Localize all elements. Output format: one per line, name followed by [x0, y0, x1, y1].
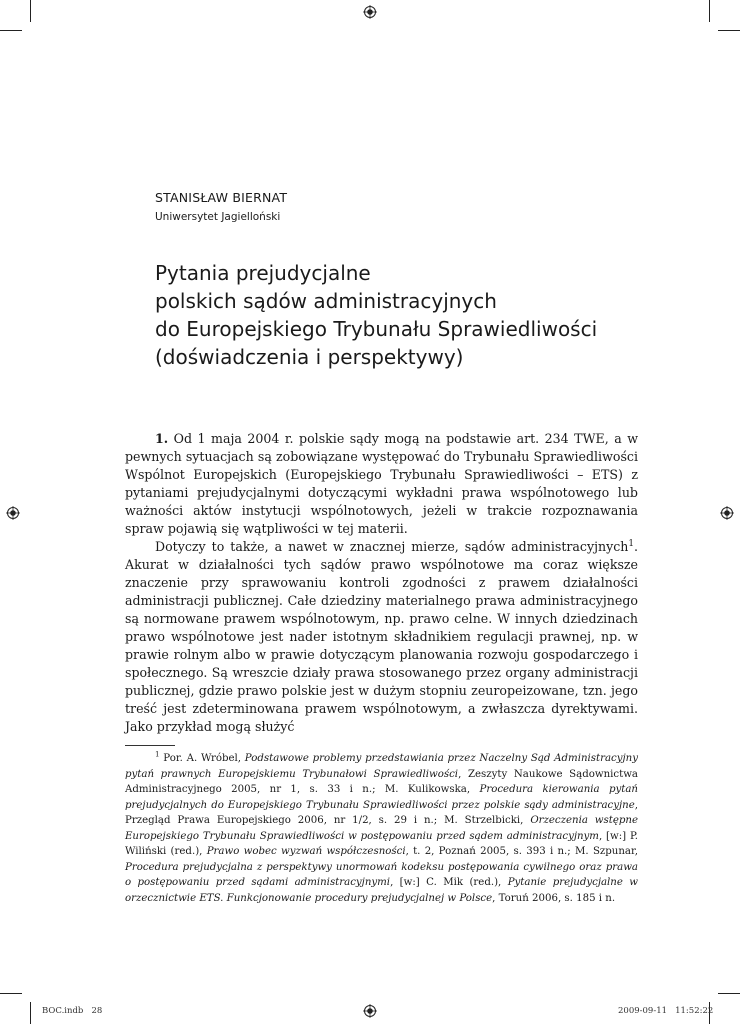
article-body — [125, 430, 638, 736]
registration-mark-bottom-icon — [363, 1004, 377, 1018]
footnote-citation-title: Procedura prejudycjalna z perspektywy unormowań kodeksu postępowania cywilnego oraz prawa o postępowaniu przed sądami administracyjnymi — [125, 861, 638, 888]
crop-mark-top-left-h — [0, 30, 22, 31]
crop-mark-bottom-left-h — [0, 993, 22, 994]
footnote — [125, 751, 638, 906]
footnote-citation-title: Orzeczenia wstępne Europejskiego Trybunału Sprawiedliwości w postępowaniu przed sądem administracyjnym — [125, 815, 638, 842]
footnote-segment: , t. 2, Poznań 2005, s. 393 i n.; M. Szpunar, — [405, 846, 638, 857]
footnote-text — [125, 751, 638, 906]
footnote-separator — [125, 745, 175, 746]
author-name: STANISŁAW BIERNAT — [155, 190, 288, 205]
registration-mark-right-icon — [720, 506, 734, 520]
footnote-citation-title: Pytanie prejudycjalne w orzecznictwie ETS. Funkcjonowanie procedury prejudycjalnej w Polsce — [125, 877, 638, 904]
footnote-citation-title: Procedura kierowania pytań prejudycjalnych do Europejskiego Trybunału Sprawiedliwości przez polskie sądy administracyjne — [125, 784, 638, 811]
author-affiliation: Uniwersytet Jagielloński — [155, 211, 281, 223]
footnote-segment: , Zeszyty Naukowe Sądownictwa Administracyjnego 2005, nr 1, s. 33 i n.; M. Kulikowska, — [125, 768, 638, 795]
registration-mark-left-icon — [6, 506, 20, 520]
crop-mark-bottom-left-v — [30, 1002, 31, 1024]
section-number: 1. — [155, 431, 169, 446]
footnote-segment: , Przegląd Prawa Europejskiego 2006, nr 1/2, s. 29 i n.; M. Strzelbicki, — [125, 799, 638, 826]
footnote-segment: , Toruń 2006, s. 185 i n. — [492, 892, 616, 904]
footnote-segment: Por. A. Wróbel, — [159, 753, 245, 764]
paragraph-text: Dotyczy to także, a nawet w znacznej mierze, sądów administracyjnych — [155, 539, 629, 554]
crop-mark-top-right-h — [718, 30, 740, 31]
article-title — [155, 259, 675, 371]
paragraph-text: . Akurat w działalności tych sądów prawo wspólnotowe ma coraz większe znaczenie przy sprawowaniu kontroli zgodności z prawem działalności administracji publicznej. Całe dziedziny materialnego prawa administracyjnego są normowane prawem wspólnotowym, np. prawo celne. W innych dziedzinach prawo wspólnotowe jest nader istotnym składnikiem regulacji prawnej, np. w prawie rolnym albo w prawie dotyczącym planowania rozwoju gospodarczego i społecznego. Są wreszcie działy prawa stosowanego przez organy administracji publicznej, gdzie prawo polskie jest w dużym stopniu zeuropeizowane, tzn. jego treść jest zdeterminowana prawem wspólnotowym, a zwłaszcza dyrektywami. Jako przykład mogą służyć — [125, 539, 638, 734]
crop-mark-top-right-v — [709, 0, 710, 22]
crop-mark-top-left-v — [30, 0, 31, 22]
title-line: do Europejskiego Trybunału Sprawiedliwości — [155, 317, 598, 341]
footnote-number: 1 — [155, 749, 160, 759]
registration-mark-top-icon — [363, 5, 377, 19]
footnote-segment: , [w:] P. Wiliński (red.), — [125, 830, 638, 857]
title-line: Pytania prejudycjalne — [155, 261, 371, 285]
footnote-citation-title: Podstawowe problemy przedstawiania przez Naczelny Sąd Administracyjny pytań prawnych Europejskiemu Trybunałowi Sprawiedliwości — [125, 753, 638, 780]
paragraph-text: Od 1 maja 2004 r. polskie sądy mogą na podstawie art. 234 TWE, a w pewnych sytuacjach są zobowiązane występować do Trybunału Sprawiedliwości Wspólnot Europejskich (Europejskiego Trybunału Sprawiedliwości – ETS) z pytaniami prejudycjalnymi dotyczącymi wykładni prawa wspólnotowego lub ważności aktów instytucji wspólnotowych, jeżeli w trakcie rozpoznawania spraw pojawią się wątpliwości w tej materii. — [125, 431, 638, 536]
slug-datetime: 2009-09-11 11:52:22 — [618, 1006, 714, 1016]
footnote-reference[interactable]: 1 — [628, 538, 634, 549]
paragraph-2 — [125, 538, 638, 736]
footnote-segment: , [w:] C. Mik (red.), — [390, 877, 508, 888]
footnote-citation-title: Prawo wobec wyzwań współczesności — [206, 846, 406, 857]
crop-mark-bottom-right-h — [718, 993, 740, 994]
paragraph-1 — [125, 430, 638, 538]
title-line: (doświadczenia i perspektywy) — [155, 345, 464, 369]
slug-file-info: BOC.indb 28 — [42, 1006, 103, 1016]
title-line: polskich sądów administracyjnych — [155, 289, 497, 313]
